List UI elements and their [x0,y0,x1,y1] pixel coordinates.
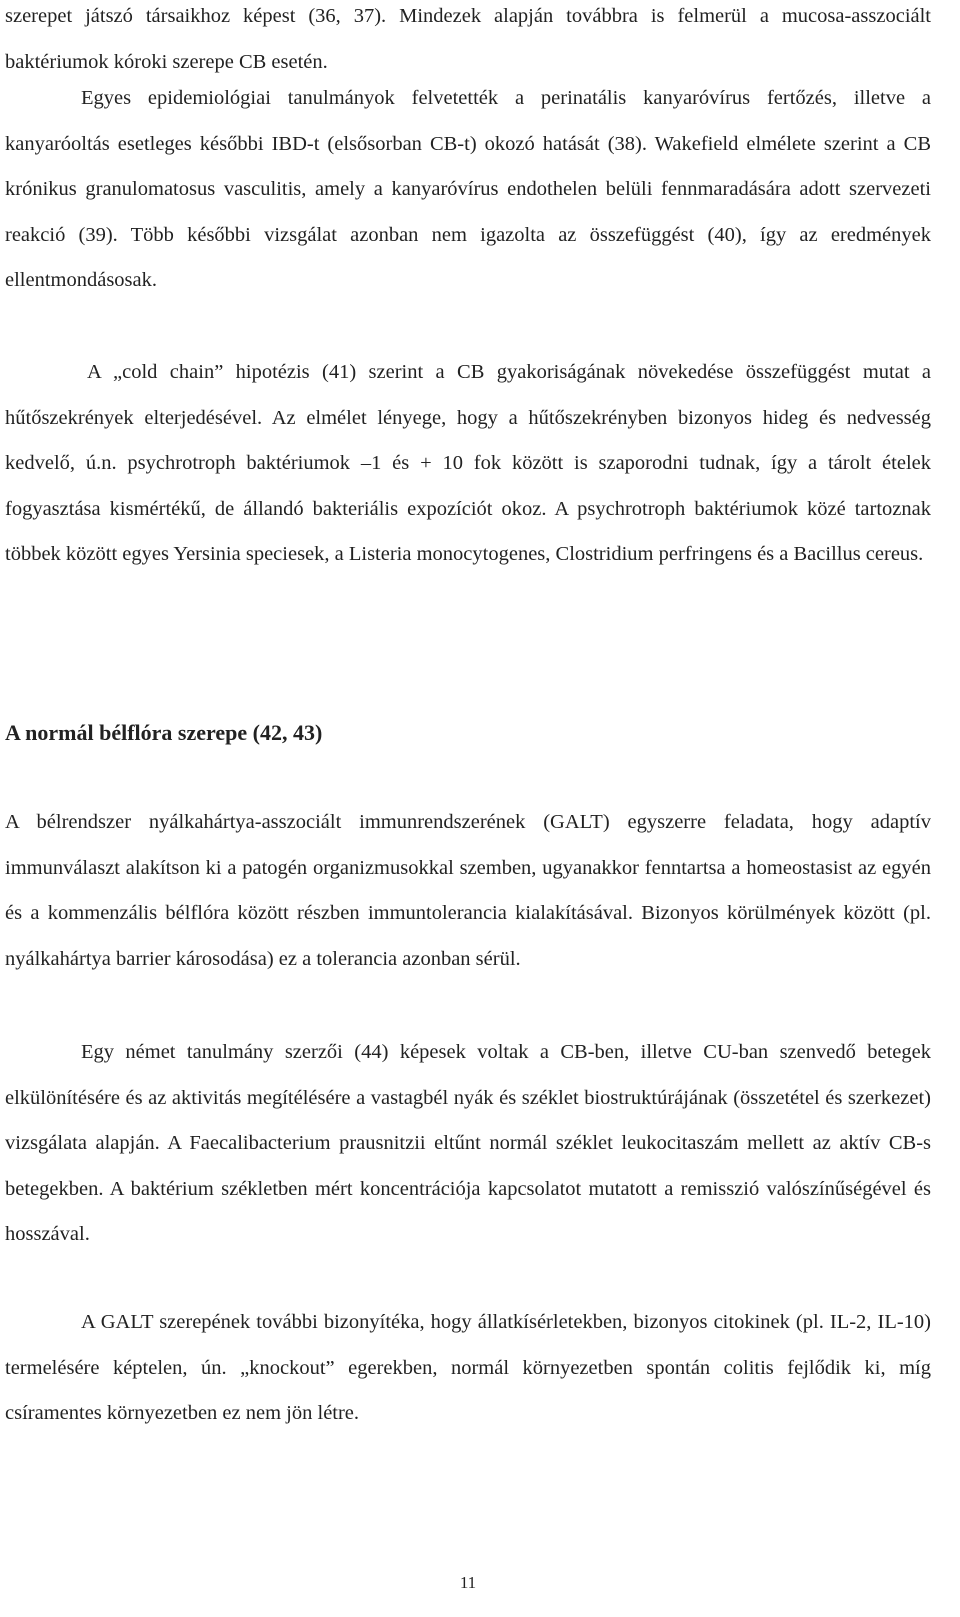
body-paragraph: A „cold chain” hipotézis (41) szerint a CB gyakoriságának növekedése összefüggést mutat a hűtőszekrények elterjedésével. Az elmélet lényege, hogy a hűtőszekrényben bizonyos hideg és nedvesség kedvelő, ú.n. psychrotroph baktériumok –1 és + 10 fok között is szaporodni tudnak, így a tárolt ételek fogyasztása kismértékű, de állandó bakteriális expozíciót okoz. A psychrotroph baktériumok közé tartoznak többek között egyes Yersinia speciesek, a Listeria monocytogenes, Clostridium perfringens és a Bacillus cereus. [5,361,931,565]
section-heading: A normál bélflóra szerepe (42, 43) [5,720,323,745]
body-paragraph: Egy német tanulmány szerzői (44) képesek voltak a CB-ben, illetve CU-ban szenvedő betegek elkülönítésére és az aktivitás megítélésére a vastagbél nyák és széklet biostruktúrájának (összetétel és szerkezet) vizsgálata alapján. A Faecalibacterium prausnitzii eltűnt normál széklet leukocitaszám mellett az aktív CB-s betegekben. A baktérium székletben mért koncentrációja kapcsolatot mutatott a remisszió valószínűségével és hosszával. [5,1041,931,1245]
body-paragraph: Egyes epidemiológiai tanulmányok felvetették a perinatális kanyaróvírus fertőzés, illetve a kanyaróoltás esetleges későbbi IBD-t (elsősorban CB-t) okozó hatását (38). Wakefield elmélete szerint a CB krónikus granulomatosus vasculitis, amely a kanyaróvírus endothelen belüli fennmaradására adott szervezeti reakció (39). Több későbbi vizsgálat azonban nem igazolta az összefüggést (40), így az eredmények ellentmondásosak. [5,87,931,291]
body-paragraph: szerepet játszó társaikhoz képest (36, 37). Mindezek alapján továbbra is felmerül a mucosa-asszociált baktériumok kóroki szerepe CB esetén. [5,5,931,73]
page-number: 11 [459,1573,477,1592]
body-paragraph: A GALT szerepének további bizonyítéka, hogy állatkísérletekben, bizonyos citokinek (pl. IL-2, IL-10) termelésére képtelen, ún. „knockout” egerekben, normál környezetben spontán colitis fejlődik ki, míg csíramentes környezetben ez nem jön létre. [5,1311,931,1424]
body-paragraph: A bélrendszer nyálkahártya-asszociált immunrendszerének (GALT) egyszerre feladata, hogy adaptív immunválaszt alakítson ki a patogén organizmusokkal szemben, ugyanakkor fenntartsa a homeostasist az egyén és a kommenzális bélflóra között részben immuntolerancia kialakításával. Bizonyos körülmények között (pl. nyálkahártya barrier károsodása) ez a tolerancia azonban sérül. [5,811,931,970]
